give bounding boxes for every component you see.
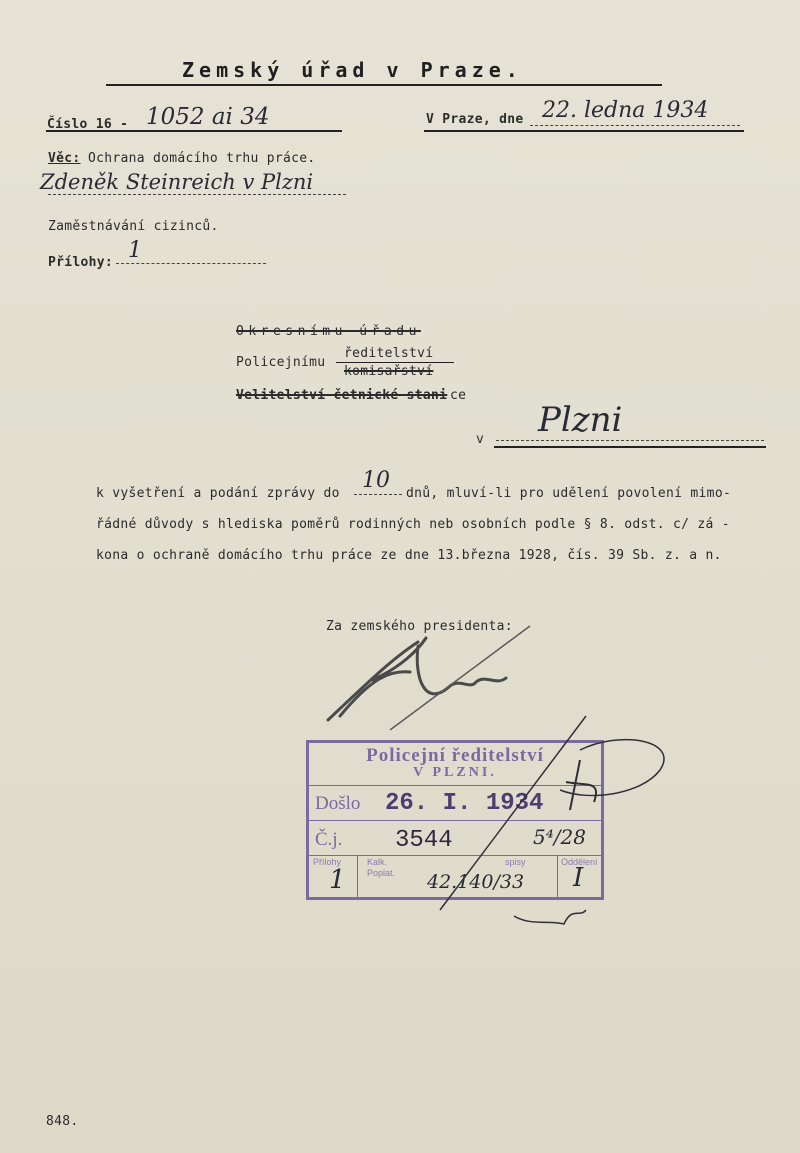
addressee-policejni: Policejnímu bbox=[236, 355, 326, 370]
cislo-handwritten: 1052 ai 34 bbox=[146, 104, 270, 130]
stamp-kalk-label: Kalk. bbox=[367, 857, 388, 867]
vec-text: Ochrana domácího trhu práce. bbox=[88, 151, 316, 166]
stamp-cj-number: 3544 bbox=[395, 827, 453, 854]
stamp-prilohy-value: 1 bbox=[329, 865, 346, 895]
office-title: Zemský úřad v Praze. bbox=[182, 58, 523, 82]
stamp-divider-1 bbox=[357, 855, 358, 897]
addressee-tail: ce bbox=[450, 388, 467, 403]
stamp-oddeleni-value: I bbox=[573, 863, 584, 893]
prilohy-handwritten: 1 bbox=[128, 238, 142, 263]
body-line2: řádné důvody s hlediska poměrů rodinných neb osobních podle § 8. odst. c/ zá - bbox=[96, 517, 730, 532]
v-label: v bbox=[476, 432, 485, 447]
stamp-poplatek-label: Poplat. bbox=[367, 868, 396, 878]
stamp-cj-label: Č.j. bbox=[315, 829, 343, 850]
days-dotted-line bbox=[354, 494, 402, 495]
stamp-oddeleni-label: Oddělení bbox=[561, 857, 598, 867]
city-handwritten: Plzni bbox=[538, 400, 623, 440]
person-dotted-line bbox=[48, 194, 346, 195]
person-handwritten: Zdeněk Steinreich v Plzni bbox=[40, 170, 314, 194]
signature-label: Za zemského presidenta: bbox=[326, 619, 513, 634]
employment-text: Zaměstnávání cizinců. bbox=[48, 219, 219, 234]
addressee-option-rule bbox=[336, 362, 454, 363]
vec-label: Věc: bbox=[48, 151, 81, 166]
stamp-date: 26. I. 1934 bbox=[385, 790, 544, 817]
addressee-reditelstvi: ředitelství bbox=[344, 346, 434, 361]
title-underline bbox=[106, 84, 662, 86]
stamp-spis-value: 42.140/33 bbox=[427, 871, 525, 893]
cislo-underline bbox=[46, 130, 342, 132]
stamp-pen-marks bbox=[380, 710, 680, 950]
date-dotted-line bbox=[530, 125, 740, 126]
cislo-label: Číslo 16 - bbox=[47, 117, 129, 132]
stamp-prilohy-label: Přílohy bbox=[313, 857, 342, 867]
city-underline bbox=[494, 446, 766, 448]
stamp-title1: Policejní ředitelství bbox=[366, 745, 544, 766]
form-number: 848. bbox=[46, 1114, 79, 1129]
prilohy-label: Přílohy: bbox=[48, 255, 114, 270]
stamp-doslo-label: Došlo bbox=[315, 793, 361, 814]
stamp-cj-extra: 5⁴/28 bbox=[533, 825, 586, 849]
date-handwritten: 22. ledna 1934 bbox=[542, 98, 709, 123]
place-label: V Praze, dne bbox=[426, 112, 524, 127]
addressee-okresni: Okresnímu úřadu bbox=[236, 324, 421, 339]
body-line3: kona o ochraně domácího trhu práce ze dne 13.března 1928, čís. 39 Sb. z. a n. bbox=[96, 548, 722, 563]
addressee-komisarstvi: komisařství bbox=[344, 364, 434, 379]
body-line1b: dnů, mluví-li pro udělení povolení mimo- bbox=[406, 486, 732, 501]
prilohy-dotted-line bbox=[116, 263, 266, 264]
stamp-spisy-label: spisy bbox=[505, 857, 526, 867]
days-handwritten: 10 bbox=[362, 468, 390, 493]
city-dotted-line bbox=[496, 440, 764, 441]
addressee-velitelstvi: Velitelství četnické stani bbox=[236, 388, 448, 403]
place-underline bbox=[424, 130, 744, 132]
stamp-title2: V PLZNI. bbox=[413, 765, 497, 780]
body-line1a: k vyšetření a podání zprávy do bbox=[96, 486, 340, 501]
